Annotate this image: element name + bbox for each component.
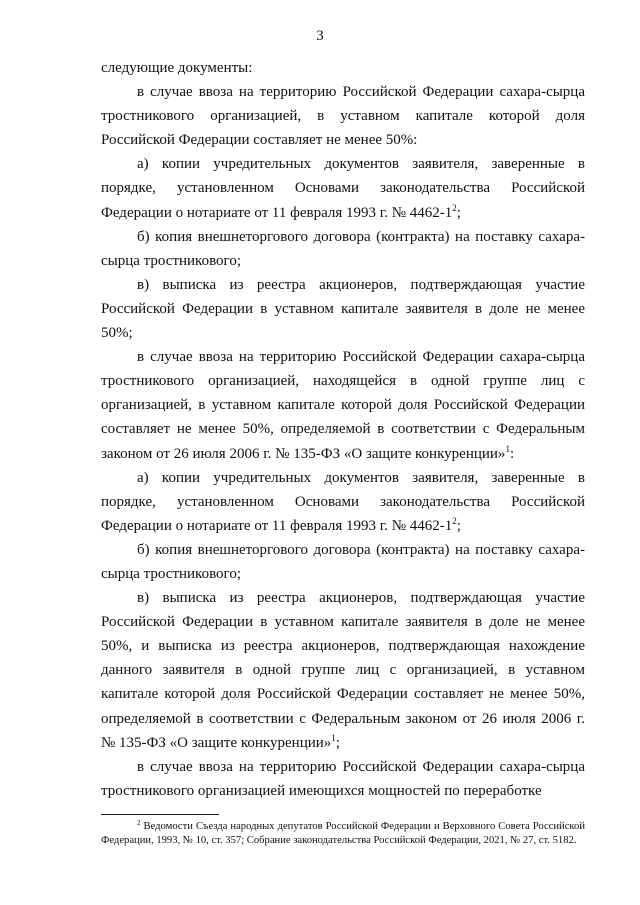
paragraph: в случае ввоза на территорию Российской Федерации сахара-сырца тростникового организацией имеющихся мощностей по переработке	[101, 758, 585, 799]
paragraph: в случае ввоза на территорию Российской Федерации сахара-сырца тростникового организацией, находящейся в одной группе лиц с организацией, в уставном капитале которой доля Российской Федерации составляет не менее 50%, определяемой в соответствии с Федеральным законом от 26 июля 2006 г. № 135-ФЗ «О защите конкуренции»$^1$:	[101, 349, 585, 462]
paragraph: в случае ввоза на территорию Российской Федерации сахара-сырца тростникового организацией, в уставном капитале которой доля Российской Федерации составляет не менее 50%:	[101, 84, 585, 149]
paragraph: б) копия внешнеторгового договора (контракта) на поставку сахара-сырца тростникового;	[101, 541, 585, 582]
paragraph: б) копия внешнеторгового договора (контракта) на поставку сахара-сырца тростникового;	[101, 228, 585, 269]
paragraph: в) выписка из реестра акционеров, подтверждающая участие Российской Федерации в уставном капитале заявителя в доле не менее 50%;	[101, 276, 585, 342]
paragraph: а) копии учредительных документов заявителя, заверенные в порядке, установленном Основами законодательства Российской Федерации о нотариате от 11 февраля 1993 г. № $4462-1^2$;	[101, 156, 585, 221]
footnote-divider	[101, 814, 219, 815]
page-number: 3	[316, 28, 324, 44]
footnote-ref: 2	[452, 202, 457, 213]
footnote-ref: 1	[331, 732, 336, 743]
paragraph: следующие документы:	[101, 60, 253, 76]
footnote-ref: 2	[452, 515, 457, 526]
footnote-text: Ведомости Съезда народных депутатов Российской Федерации и Верховного Совета Российской Федерации, 1993, № 10, ст. 357; Собрание законодательства Российской Федерации, 2021, № 27, ст. 5182.	[101, 821, 585, 847]
footnote	[101, 820, 585, 849]
document-body	[101, 56, 585, 803]
paragraph: а) копии учредительных документов заявителя, заверенные в порядке, установленном Основами законодательства Российской Федерации о нотариате от 11 февраля 1993 г. № $4462-1^2$;	[101, 469, 585, 534]
paragraph: в) выписка из реестра акционеров, подтверждающая участие Российской Федерации в уставном капитале заявителя в доле не менее 50%, и выписка из реестра акционеров, подтверждающая нахождение данного заявителя в одной группе лиц с организацией, в уставном капитале которой доля Российской Федерации составляет не менее 50%, определяемой в соответствии с Федеральным законом от 26 июля 2006 г. № 135-ФЗ «О защите конкуренции»$^1$;	[101, 590, 585, 751]
footnote-ref: 1	[505, 443, 510, 454]
footnote-mark: 2	[137, 819, 141, 827]
